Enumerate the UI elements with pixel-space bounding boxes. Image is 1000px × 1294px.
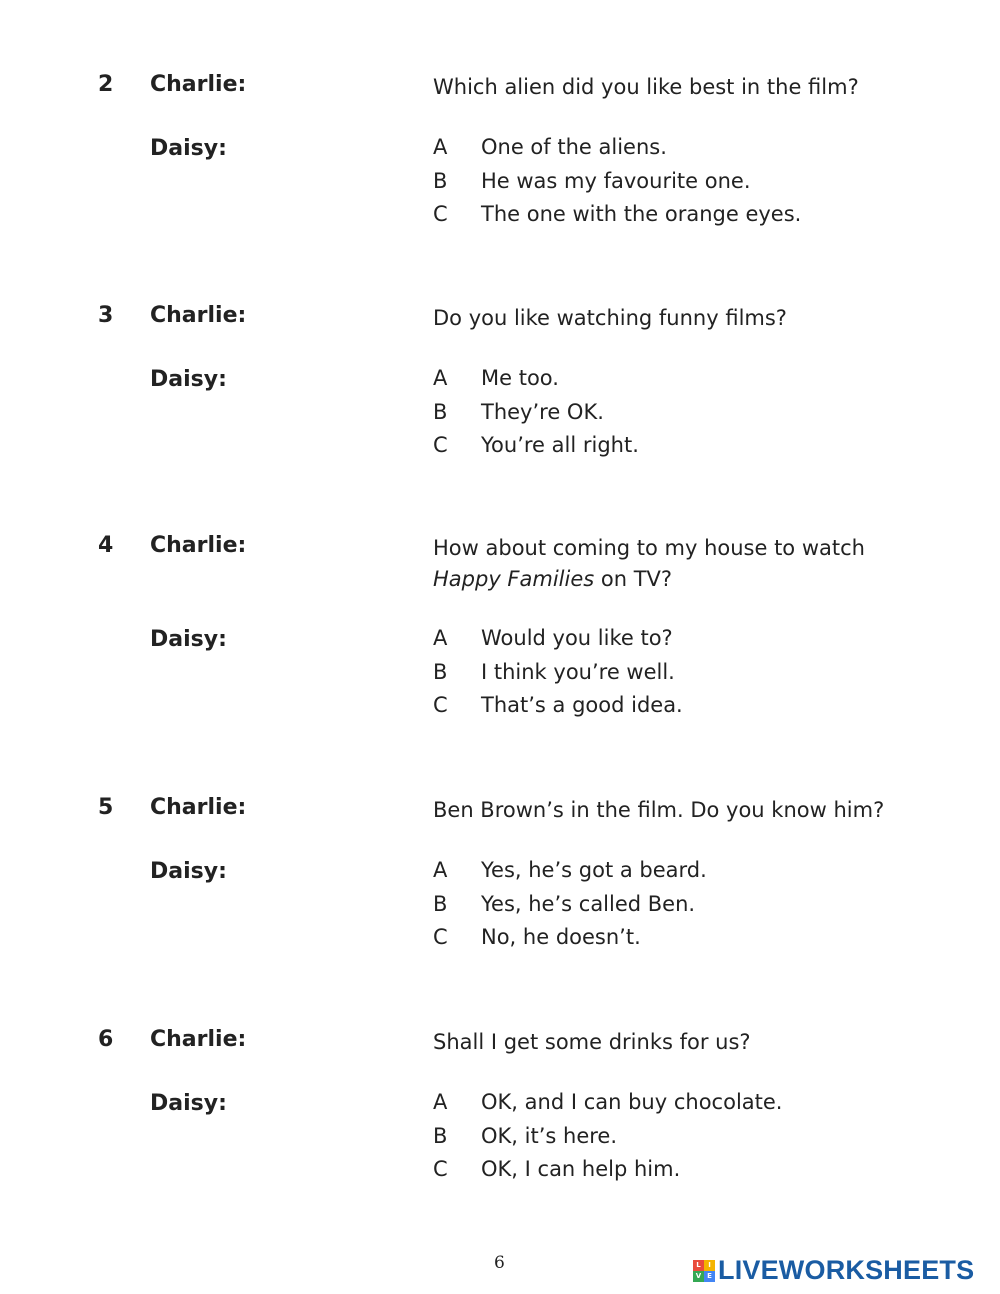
speaker-charlie: Charlie: <box>150 72 247 97</box>
speaker-daisy: Daisy: <box>150 627 227 652</box>
option-letter: B <box>433 168 448 193</box>
question-prompt: Do you like watching funny films? <box>433 306 787 330</box>
logo-text: LIVEWORKSHEETS <box>718 1255 975 1285</box>
option-text: No, he doesn’t. <box>481 925 641 949</box>
option-letter: B <box>433 1123 448 1148</box>
logo-tile: L <box>693 1260 704 1271</box>
speaker-daisy: Daisy: <box>150 1091 227 1116</box>
question-number: 2 <box>98 72 114 97</box>
question-number: 5 <box>98 795 114 820</box>
speaker-daisy: Daisy: <box>150 367 227 392</box>
question-number: 4 <box>98 533 114 558</box>
speaker-charlie: Charlie: <box>150 533 247 558</box>
question-number: 6 <box>98 1027 114 1052</box>
option-letter: B <box>433 399 448 424</box>
option-text: That’s a good idea. <box>481 693 683 717</box>
option-text: OK, I can help him. <box>481 1157 681 1181</box>
option-text: Me too. <box>481 366 559 390</box>
option-letter: C <box>433 925 448 949</box>
option-letter: A <box>433 858 448 882</box>
option-letter: C <box>433 433 448 457</box>
option-letter: C <box>433 1157 448 1181</box>
option-text: One of the aliens. <box>481 135 667 159</box>
speaker-daisy: Daisy: <box>150 136 227 161</box>
speaker-charlie: Charlie: <box>150 795 247 820</box>
option-text: Yes, he’s called Ben. <box>481 891 696 916</box>
prompt-line <box>433 564 953 595</box>
option-letter: C <box>433 693 448 717</box>
option-text: The one with the orange eyes. <box>481 202 802 226</box>
speaker-daisy: Daisy: <box>150 859 227 884</box>
prompt-line: How about coming to my house to watch <box>433 536 865 560</box>
question-number: 3 <box>98 303 114 328</box>
option-text: Yes, he’s got a beard. <box>481 858 707 882</box>
option-letter: B <box>433 891 448 916</box>
option-text: Would you like to? <box>481 626 673 650</box>
option-letter: C <box>433 202 448 226</box>
liveworksheets-logo-icon <box>693 1260 715 1282</box>
option-text: OK, and I can buy chocolate. <box>481 1090 783 1114</box>
option-text: They’re OK. <box>481 399 604 424</box>
speaker-charlie: Charlie: <box>150 303 247 328</box>
programme-title: Happy Families <box>433 567 595 591</box>
question-prompt: Ben Brown’s in the film. Do you know him? <box>433 798 885 822</box>
speaker-charlie: Charlie: <box>150 1027 247 1052</box>
option-text: You’re all right. <box>481 433 639 457</box>
option-letter: B <box>433 659 448 684</box>
option-letter: A <box>433 1090 448 1114</box>
logo-tile: V <box>693 1271 704 1282</box>
option-text: I think you’re well. <box>481 659 675 684</box>
question-prompt <box>433 533 953 595</box>
logo-tile: I <box>704 1260 715 1271</box>
page-number: 6 <box>494 1253 505 1273</box>
logo-tile: E <box>704 1271 715 1282</box>
prompt-tail: on TV? <box>594 567 673 591</box>
option-text: OK, it’s here. <box>481 1123 618 1148</box>
option-letter: A <box>433 135 448 159</box>
option-letter: A <box>433 626 448 650</box>
question-prompt: Shall I get some drinks for us? <box>433 1030 751 1054</box>
option-letter: A <box>433 366 448 390</box>
liveworksheets-logo[interactable] <box>693 1255 974 1286</box>
option-text: He was my favourite one. <box>481 168 751 193</box>
question-prompt: Which alien did you like best in the film? <box>433 75 859 99</box>
